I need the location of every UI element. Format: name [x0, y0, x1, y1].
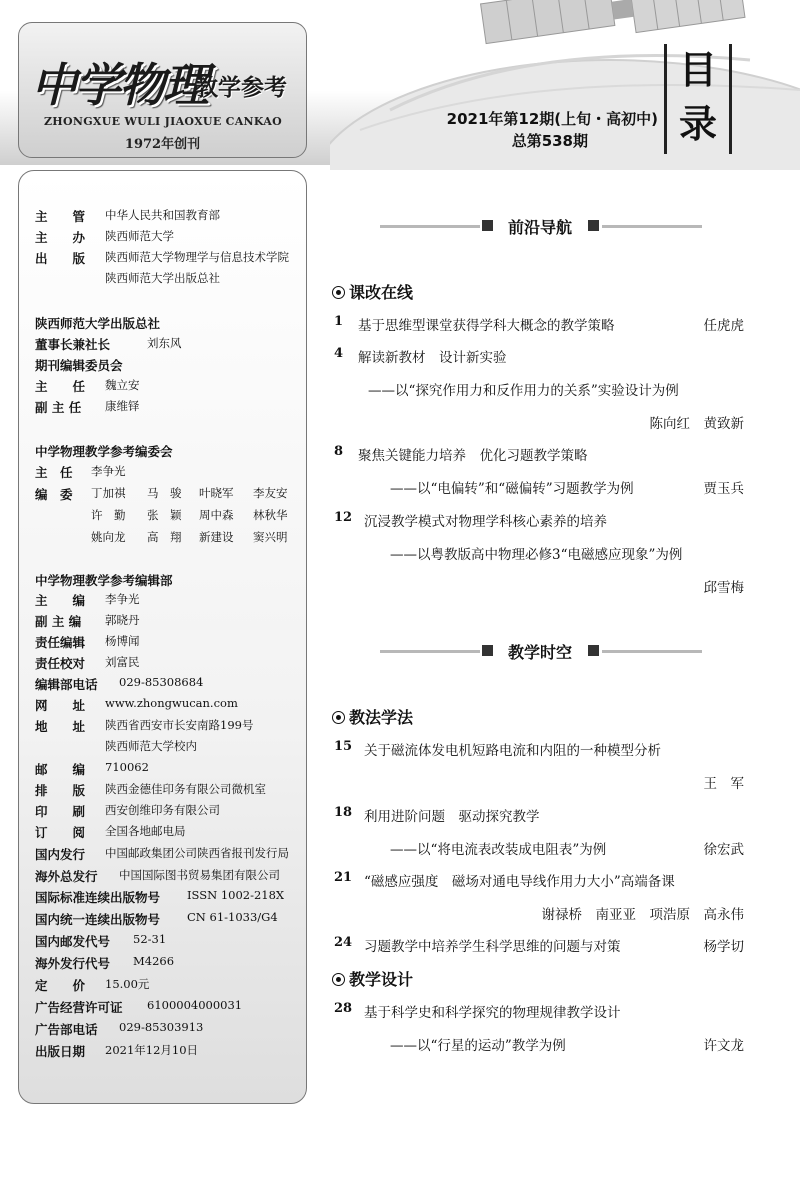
- page-number: 12: [334, 510, 353, 525]
- column-heading-curriculum: 课改在线: [332, 280, 413, 302]
- logo-main: 中学物理: [31, 58, 207, 112]
- journal-logo: [18, 22, 307, 158]
- board-member: 许 勤: [91, 508, 126, 522]
- section-title: 前沿导航: [507, 218, 572, 237]
- board-member: 窦兴明: [253, 530, 288, 544]
- article-title: 解读新教材 设计新实验: [358, 350, 507, 366]
- column-heading-methods: 教法学法: [332, 705, 413, 727]
- article-title: 基于科学史和科学探究的物理规律教学设计: [364, 1005, 621, 1021]
- board-member: 马 骏: [147, 486, 182, 500]
- article-title: 利用进阶问题 驱动探究教学: [364, 809, 540, 825]
- toc-entry[interactable]: [334, 739, 744, 761]
- page-number: 21: [334, 870, 353, 885]
- board-member: 张 颖: [147, 508, 182, 522]
- page-number: 4: [334, 346, 344, 361]
- toc-entry[interactable]: [334, 805, 744, 827]
- article-subtitle: ——以“电偏转”和“磁偏转”习题教学为例: [390, 481, 634, 497]
- toc-char-1: 目: [678, 48, 717, 92]
- bullet-circle-icon: [332, 286, 345, 299]
- toc-entry[interactable]: [334, 870, 744, 892]
- column-heading-design: 教学设计: [332, 967, 413, 989]
- total-issue-number: 总第538期: [511, 132, 588, 150]
- article-author: 许文龙: [703, 1038, 744, 1054]
- article-subtitle: ——以粤教版高中物理必修3“电磁感应现象”为例: [390, 547, 683, 563]
- bullet-circle-icon: [332, 973, 345, 986]
- section-banner-teaching: [330, 640, 750, 662]
- article-title: 习题教学中培养学生科学思维的问题与对策: [364, 939, 621, 955]
- article-author: 王 军: [703, 776, 744, 792]
- toc-entry[interactable]: [334, 314, 744, 336]
- section-title: 教学时空: [507, 643, 572, 662]
- board-member: 姚向龙: [91, 530, 126, 544]
- masthead-panel: 主 管 中华人民共和国教育部 主 办 陕西师范大学 出 版 陕西师范大学物理学与信息技术学院 陕西师范大学出版总社 陕西师范大学出版总社 董事长兼社长 刘东风 期刊编辑委员会 主 任 魏立安 副 主 任 康维铎 中学物理教学参考编委会 主 任 李争光 编 委 丁加祺 马 骏 叶晓军 李友安 许 勤 张 颖 周中森 林秋华 姚向龙 高 翔 新建设 窦兴明 中学物理教学参考编辑部 主 编 李争光 副 主 编 郭晓丹 责任编辑 杨博闻 责任校对 刘富民 编辑部电话 029-85308684 网 址 www.zhongwucan.com 地 址 陕西省西安市长安南路199号 陕西师范大学校内 邮 编 710062 排 版 陕西金德佳印务有限公司微机室 印 刷 西安创维印务有限公司 订 阅 全国各地邮电局 国内发行 中国邮政集团公司陕西省报刊发行局 海外总发行 中国国际图书贸易集团有限公司 国际标准连续出版物号 ISSN 1002-218X 国内统一连续出版物号 CN 61-1033/G4 国内邮发代号 52-31 海外发行代号 M4266 定 价 15.00元 广告经营许可证 6100004000031 广告部电话 029-85303913 出版日期 2021年12月10日: [18, 170, 307, 1104]
- toc-entry[interactable]: [334, 346, 744, 368]
- toc-entry[interactable]: [334, 1001, 744, 1023]
- board-member: 新建设: [199, 530, 234, 544]
- board-member: 叶晓军: [199, 486, 234, 500]
- issue-number: 2021年第12期(上旬・高初中): [446, 110, 658, 128]
- board-member: 周中森: [199, 508, 234, 522]
- article-subtitle: ——以“行星的运动”教学为例: [390, 1038, 566, 1054]
- article-author: 任虎虎: [703, 318, 744, 334]
- article-title: 基于思维型课堂获得学科大概念的教学策略: [358, 318, 615, 334]
- board-member: 丁加祺: [91, 486, 126, 500]
- article-author: 谢禄桥 南亚亚 项浩原 高永伟: [541, 907, 744, 923]
- page-number: 28: [334, 1001, 353, 1016]
- founded-year: 1972年创刊: [124, 137, 201, 152]
- toc-title: [664, 44, 732, 154]
- toc-char-2: 录: [678, 102, 717, 146]
- article-subtitle: ——以“将电流表改装成电阻表”为例: [390, 842, 607, 858]
- page-number: 1: [334, 314, 344, 329]
- article-title: 关于磁流体发电机短路电流和内阻的一种模型分析: [364, 743, 661, 759]
- page-number: 18: [334, 805, 353, 820]
- board-member: 李友安: [253, 486, 288, 500]
- article-author: 贾玉兵: [703, 481, 744, 497]
- logo-sub: 教学参考: [195, 75, 287, 101]
- article-author: 徐宏武: [703, 842, 744, 858]
- bullet-circle-icon: [332, 711, 345, 724]
- page-number: 15: [334, 739, 353, 754]
- page-number: 8: [334, 444, 344, 459]
- article-author: 邱雪梅: [703, 580, 744, 596]
- board-member: 林秋华: [253, 508, 288, 522]
- toc-entry[interactable]: [334, 935, 744, 957]
- article-title: 沉浸教学模式对物理学科核心素养的培养: [364, 514, 607, 530]
- article-title: 聚焦关键能力培养 优化习题教学策略: [358, 448, 588, 464]
- article-author: 杨学切: [703, 939, 744, 955]
- section-banner-frontier: [330, 215, 750, 237]
- article-subtitle: ——以“探究作用力和反作用力的关系”实验设计为例: [368, 383, 679, 399]
- page-number: 24: [334, 935, 353, 950]
- toc-entry[interactable]: [334, 510, 744, 532]
- toc-entry[interactable]: [334, 444, 744, 466]
- logo-english: ZHONGXUE WULI JIAOXUE CANKAO: [43, 115, 283, 128]
- article-author: 陈向红 黄致新: [649, 416, 744, 432]
- article-title: “磁感应强度 磁场对通电导线作用力大小”高端备课: [364, 874, 675, 890]
- board-member: 高 翔: [147, 530, 182, 544]
